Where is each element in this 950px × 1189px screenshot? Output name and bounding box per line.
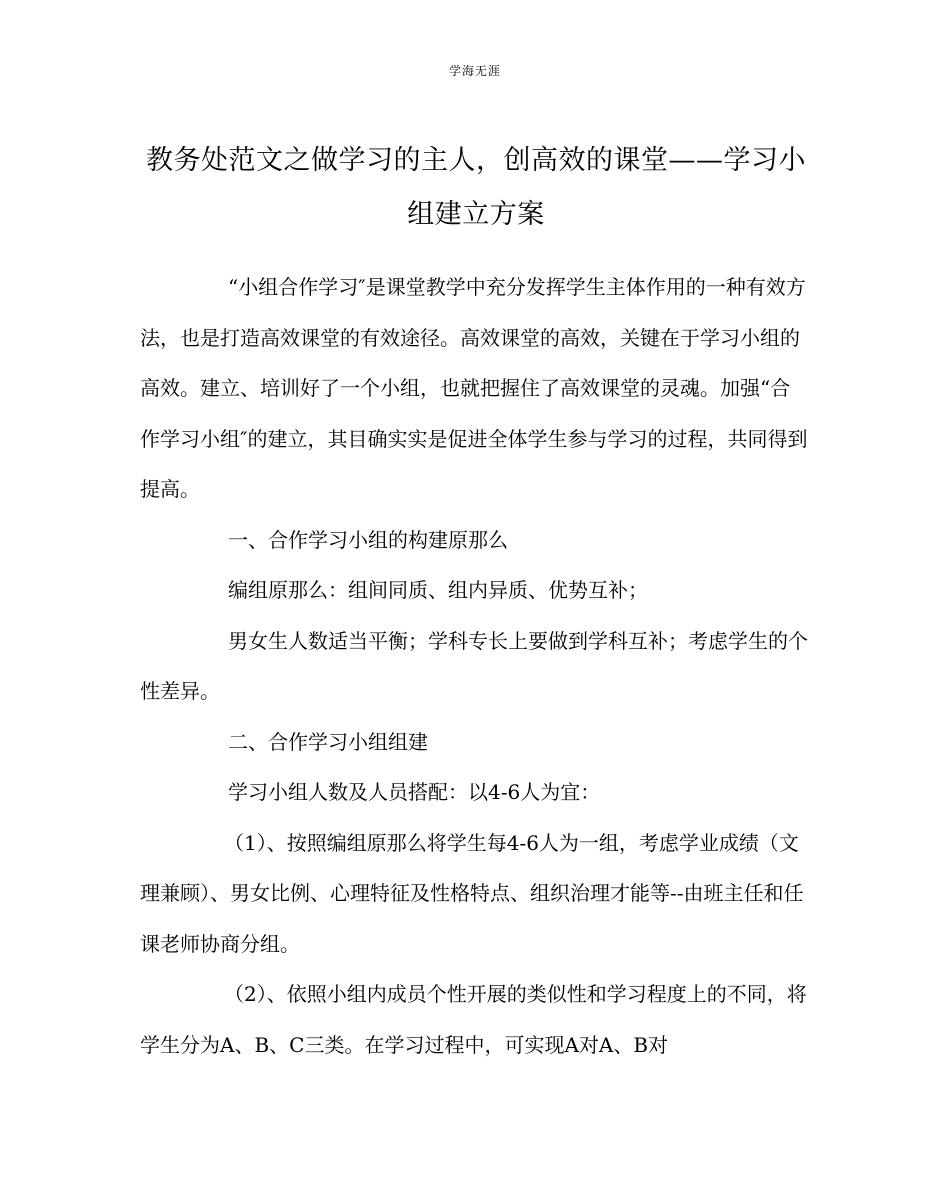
paragraph-balance: 男女生人数适当平衡；学科专长上要做到学科互补；考虑学生的个性差异。: [140, 628, 808, 703]
section-heading-1: 一、合作学习小组的构建原那么: [228, 527, 508, 552]
paragraph-grouping-principle: 编组原那么：组间同质、组内异质、优势互补；: [228, 578, 648, 602]
paragraph-item-2: （2）、依照小组内成员个性开展的类似性和学习程度上的不同，将学生分为A、B、C三类。在学习过程中，可实现A对A、B对: [140, 982, 807, 1057]
paragraph-item-1: （1）、按照编组原那么将学生每4-6人为一组，考虑学业成绩（文理兼顾）、男女比例、心理特征及性格特点、组织治理才能等--由班主任和任课老师协商分组。: [140, 830, 804, 956]
paragraph-group-size: 学习小组人数及人员搭配：以4-6人为宜：: [228, 780, 601, 804]
paragraph-intro: “小组合作学习″是课堂教学中充分发挥学生主体作用的一种有效方法，也是打造高效课堂的有效途径。高效课堂的高效，关键在于学习小组的高效。建立、培训好了一个小组，也就把握住了高效课堂的灵魂。加强“合作学习小组″的建立，其目确实实是促进全体学生参与学习的过程，共同得到提高。: [140, 275, 808, 501]
document-title: 教务处范文之做学习的主人，创高效的课堂——学习小组建立方案: [146, 145, 806, 230]
document-body: [140, 262, 810, 1070]
page-header: 学海无涯: [448, 64, 501, 78]
section-heading-2: 二、合作学习小组组建: [228, 729, 428, 754]
